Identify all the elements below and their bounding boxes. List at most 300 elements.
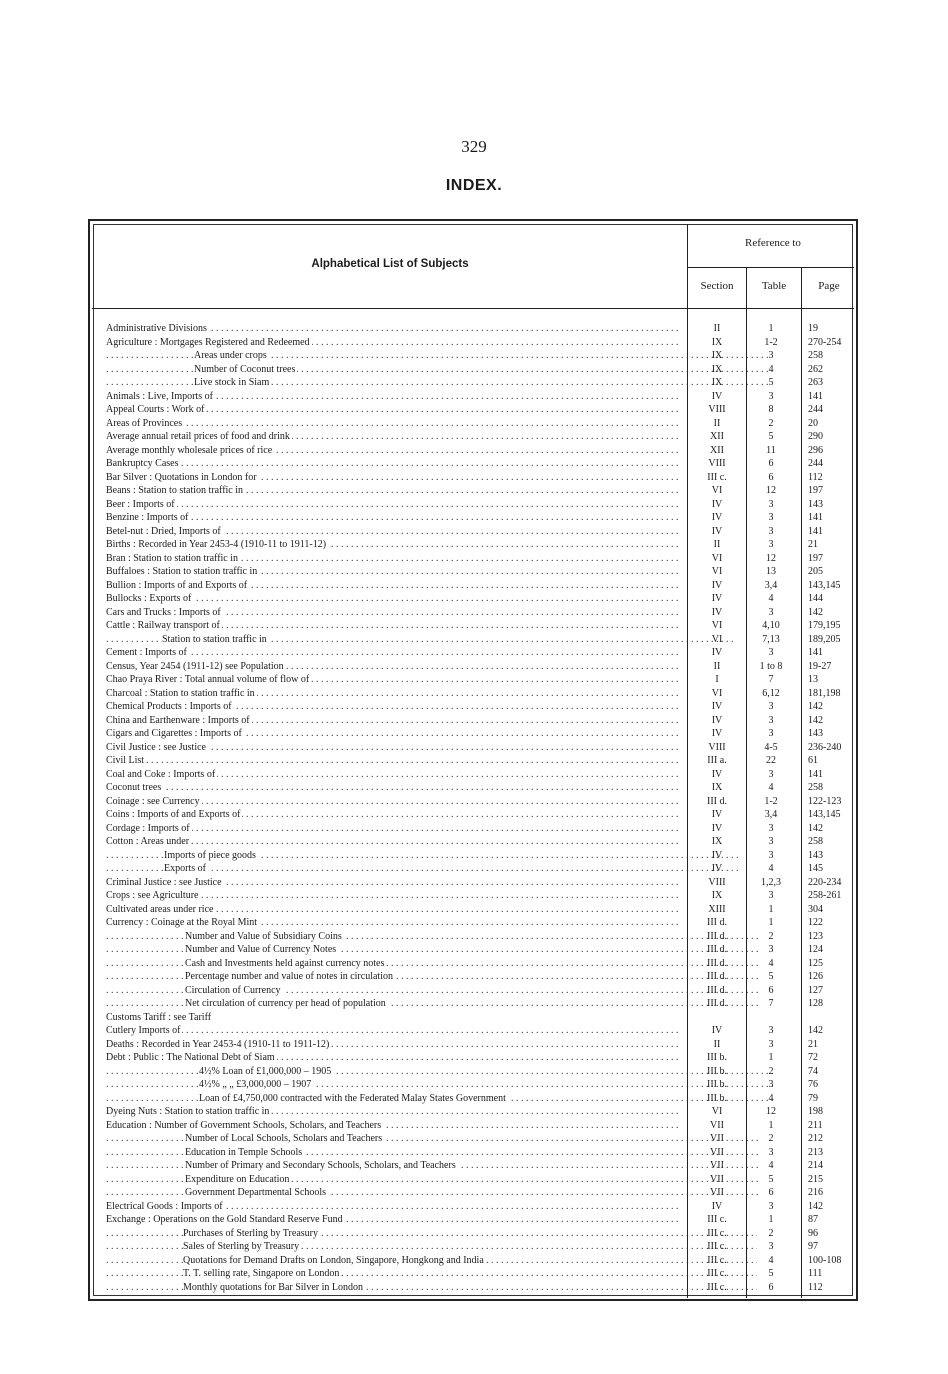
page-cell: 21 <box>808 1038 818 1050</box>
subject-cell <box>106 457 680 471</box>
section-cell: III d. <box>707 917 727 928</box>
subject-cell <box>106 1240 757 1254</box>
subject-text: Cotton : Areas under <box>106 836 190 847</box>
table-row <box>0 741 948 755</box>
section-cell: IV <box>711 768 723 780</box>
table-cell: 3 <box>768 1241 774 1252</box>
table-cell: 3 <box>768 606 774 618</box>
table-cell: 3 <box>768 890 774 901</box>
subject-cell <box>106 349 768 363</box>
page-cell: 13 <box>808 674 818 685</box>
subject-text: Buffaloes : Station to station traffic in <box>106 566 258 577</box>
page-cell: 141 <box>808 525 823 537</box>
table-row <box>0 997 948 1011</box>
subject-text: 4½% „ „ £3,000,000 – 1907 <box>199 1079 312 1090</box>
subject-text: Number and Value of Currency Notes <box>185 944 337 955</box>
table-row <box>0 1051 948 1065</box>
table-row <box>0 1024 948 1038</box>
subject-cell <box>106 552 680 566</box>
subject-cell <box>106 997 759 1011</box>
table-row <box>0 768 948 782</box>
subject-cell <box>106 403 680 417</box>
table-row <box>0 1132 948 1146</box>
table-row <box>0 363 948 377</box>
table-cell: 8 <box>768 404 774 415</box>
section-cell: II <box>713 660 721 672</box>
table-row <box>0 552 948 566</box>
table-cell: 3 <box>768 849 774 861</box>
subject-cell <box>106 633 736 647</box>
page-cell: 244 <box>808 404 823 415</box>
table-row <box>0 322 948 336</box>
page-cell: 212 <box>808 1133 823 1144</box>
table-cell: 4,10 <box>762 620 780 631</box>
table-cell: 1 <box>768 917 774 928</box>
table-row <box>0 1065 948 1079</box>
page-cell: 262 <box>808 363 823 375</box>
table-row <box>0 1213 948 1227</box>
subject-text: Civil List <box>106 755 145 766</box>
page-cell: 74 <box>808 1065 818 1077</box>
table-cell: 6 <box>768 471 774 483</box>
page-cell: 215 <box>808 1173 823 1185</box>
table-row <box>0 1146 948 1160</box>
table-row <box>0 1227 948 1241</box>
subject-cell <box>106 592 680 606</box>
table-cell: 5 <box>768 971 774 982</box>
table-row <box>0 646 948 660</box>
subject-text: Monthly quotations for Bar Silver in London <box>183 1281 363 1293</box>
section-cell: IV <box>711 1200 723 1212</box>
page-cell: 143 <box>808 728 823 739</box>
table-cell: 3 <box>768 1079 774 1090</box>
subject-cell <box>106 916 680 930</box>
page-number: 329 <box>461 137 487 156</box>
subject-text: Bankruptcy Cases <box>106 458 179 469</box>
section-cell: VII <box>710 1173 724 1185</box>
subject-text: Coins : Imports of and Exports of <box>106 809 241 820</box>
table-cell: 3 <box>768 647 774 658</box>
table-cell: 6,12 <box>762 687 780 699</box>
section-cell: IV <box>711 849 723 861</box>
page-cell: 197 <box>808 485 823 496</box>
table-cell: 3 <box>768 539 774 550</box>
subject-text: Imports of piece goods <box>164 849 256 861</box>
subject-text: Chao Praya River : Total annual volume of flow of <box>106 674 310 685</box>
subject-text: Areas of Provinces <box>106 417 183 429</box>
section-cell: VI <box>711 687 723 699</box>
page-cell: 142 <box>808 822 823 834</box>
subject-cell <box>106 876 680 890</box>
subject-text: Bran : Station to station traffic in <box>106 552 239 564</box>
subject-text: Census, Year 2454 (1911-12) see Population <box>106 660 284 672</box>
page-cell: 19-27 <box>808 660 832 672</box>
section-cell: II <box>713 417 721 429</box>
page-cell: 124 <box>808 944 823 955</box>
page-cell: 142 <box>808 701 823 712</box>
section-cell: I <box>715 674 719 685</box>
page-cell: 258 <box>808 350 823 361</box>
page-cell: 79 <box>808 1092 818 1104</box>
subject-text: Quotations for Demand Drafts on London, Singapore, Hongkong and India <box>183 1254 484 1266</box>
table-row <box>0 984 948 998</box>
page-cell: 96 <box>808 1227 818 1239</box>
page-cell: 143,145 <box>808 579 841 591</box>
table-cell: 5 <box>768 431 774 442</box>
table-row <box>0 403 948 417</box>
table-row <box>0 417 948 431</box>
table-cell: 6 <box>768 458 774 469</box>
subject-text: Crops : see Agriculture <box>106 890 199 901</box>
table-cell: 3 <box>768 525 774 537</box>
table-row <box>0 687 948 701</box>
table-row <box>0 714 948 728</box>
subject-text: Betel-nut : Dried, Imports of <box>106 525 221 537</box>
section-cell: VII <box>710 1187 724 1198</box>
section-cell: III a. <box>707 755 727 766</box>
section-cell: IV <box>711 809 723 820</box>
section-column-header: Section <box>700 280 734 292</box>
subject-text: Government Departmental Schools <box>185 1187 327 1198</box>
table-cell: 1 <box>768 1119 774 1131</box>
section-cell: III b. <box>707 1065 727 1077</box>
subject-text: Cash and Investments held against currency notes <box>185 957 385 969</box>
table-row <box>0 700 948 714</box>
table-row <box>0 1159 948 1173</box>
page-cell: 244 <box>808 458 823 469</box>
subject-cell <box>106 727 680 741</box>
subject-cell <box>106 849 738 863</box>
subject-text: Average annual retail prices of food and drink <box>106 431 290 442</box>
subject-text: Exchange : Operations on the Gold Standard Reserve Fund <box>106 1214 343 1225</box>
table-cell: 1 <box>768 1214 774 1225</box>
subject-cell <box>106 1078 773 1092</box>
subject-cell <box>106 957 759 971</box>
subject-cell <box>106 322 680 336</box>
table-row <box>0 538 948 552</box>
subject-text: Chemical Products : Imports of <box>106 701 232 712</box>
subject-cell <box>106 1159 759 1173</box>
table-cell: 4 <box>768 863 774 874</box>
subject-cell <box>106 835 680 849</box>
table-cell: 5 <box>768 1173 774 1185</box>
page-cell: 304 <box>808 903 823 915</box>
subject-text: Circulation of Currency <box>185 984 281 996</box>
page-cell: 112 <box>808 1281 823 1293</box>
subject-cell <box>106 862 738 876</box>
subject-text: Areas under crops <box>194 350 267 361</box>
section-cell: VIII <box>708 741 726 753</box>
subject-text: Cigars and Cigarettes : Imports of <box>106 728 242 739</box>
section-cell: IX <box>711 782 723 793</box>
table-cell: 7 <box>768 674 774 685</box>
table-row <box>0 349 948 363</box>
page-cell: 213 <box>808 1146 823 1158</box>
table-cell: 2 <box>768 930 774 942</box>
page-cell: 111 <box>808 1268 823 1279</box>
table-cell: 4 <box>768 1254 774 1266</box>
table-cell: 6 <box>768 984 774 996</box>
section-cell: III b. <box>707 1092 727 1104</box>
page-cell: 122-123 <box>808 795 842 807</box>
page-cell: 87 <box>808 1214 818 1225</box>
subject-text: Cultivated areas under rice <box>106 903 214 915</box>
table-cell: 3 <box>768 512 774 523</box>
table-cell: 3 <box>768 944 774 955</box>
section-cell: VII <box>710 1119 724 1131</box>
table-row <box>0 970 948 984</box>
subject-text: Debt : Public : The National Debt of Siam <box>106 1052 275 1063</box>
table-row <box>0 754 948 768</box>
table-cell: 3 <box>768 714 774 726</box>
subject-text: Percentage number and value of notes in circulation <box>185 971 393 982</box>
subject-cell <box>106 1146 759 1160</box>
subject-text: Exports of <box>164 863 206 874</box>
page-cell: 236-240 <box>808 741 842 753</box>
section-cell: IX <box>711 363 723 375</box>
section-cell: IV <box>711 728 723 739</box>
table-cell: 1-2 <box>764 336 778 348</box>
table-row <box>0 511 948 525</box>
section-cell: III d. <box>707 971 727 982</box>
table-row <box>0 1119 948 1133</box>
subject-cell <box>106 619 680 633</box>
section-cell: III d. <box>707 984 727 996</box>
section-cell: IX <box>711 836 723 847</box>
subject-cell <box>106 525 680 539</box>
subject-text: Dyeing Nuts : Station to station traffic in <box>106 1106 270 1117</box>
table-cell: 1-2 <box>764 795 778 807</box>
table-row <box>0 822 948 836</box>
table-row <box>0 795 948 809</box>
section-cell: VIII <box>708 404 726 415</box>
subject-cell <box>106 1254 757 1268</box>
subject-cell <box>106 646 680 660</box>
page-cell: 216 <box>808 1187 823 1198</box>
subject-text: Cattle : Railway transport of <box>106 620 220 631</box>
table-row <box>0 390 948 404</box>
subject-text: Benzine : Imports of <box>106 512 189 523</box>
subject-cell <box>106 390 680 404</box>
table-cell: 2 <box>768 1227 774 1239</box>
page-cell: 141 <box>808 647 823 658</box>
subject-cell <box>106 1213 680 1227</box>
page-cell: 21 <box>808 539 818 550</box>
table-cell: 7 <box>768 998 774 1009</box>
page-cell: 19 <box>808 323 818 334</box>
subject-cell <box>106 1024 680 1038</box>
subject-text: Number of Primary and Secondary Schools, Scholars, and Teachers <box>185 1160 456 1171</box>
subject-text: Number of Coconut trees <box>194 363 296 375</box>
section-cell: IV <box>711 512 723 523</box>
subject-cell <box>106 606 680 620</box>
table-row <box>0 903 948 917</box>
section-cell: IV <box>711 525 723 537</box>
page-cell: 141 <box>808 390 823 402</box>
table-row <box>0 1267 948 1281</box>
subject-cell <box>106 741 680 755</box>
table-row <box>0 1105 948 1119</box>
page-cell: 143 <box>808 849 823 861</box>
subject-cell <box>106 673 680 687</box>
subject-text: T. T. selling rate, Singapore on London <box>183 1268 340 1279</box>
subject-text: China and Earthenware : Imports of <box>106 714 250 726</box>
table-row <box>0 1092 948 1106</box>
subject-text: Purchases of Sterling by Treasury <box>183 1227 318 1239</box>
table-row <box>0 457 948 471</box>
subject-cell <box>106 714 680 728</box>
table-cell: 3 <box>768 768 774 780</box>
subject-cell <box>106 889 680 903</box>
page-cell: 220-234 <box>808 876 842 888</box>
table-cell: 3 <box>768 701 774 712</box>
page-cell: 145 <box>808 863 823 874</box>
subject-text: Bar Silver : Quotations in London for <box>106 471 257 483</box>
table-row <box>0 727 948 741</box>
page-cell: 122 <box>808 917 823 928</box>
page-cell: 211 <box>808 1119 823 1131</box>
subject-text: Agriculture : Mortgages Registered and Redeemed <box>106 336 310 348</box>
table-row <box>0 849 948 863</box>
table-row <box>0 444 948 458</box>
subject-text: Station to station traffic in <box>162 633 267 645</box>
page-cell: 125 <box>808 957 823 969</box>
subject-cell <box>106 1186 759 1200</box>
section-cell: IV <box>711 593 723 604</box>
table-row <box>0 1038 948 1052</box>
subject-text: Cordage : Imports of <box>106 822 190 834</box>
page-cell: 198 <box>808 1106 823 1117</box>
table-cell: 3 <box>768 1038 774 1050</box>
section-cell: III c. <box>707 1214 727 1225</box>
subject-text: Civil Justice : see Justice <box>106 741 206 753</box>
subject-cell <box>106 1105 680 1119</box>
table-cell: 4 <box>768 957 774 969</box>
table-row <box>0 957 948 971</box>
subject-text: Deaths : Recorded in Year 2453-4 (1910-11 to 1911-12) <box>106 1038 330 1050</box>
page-cell: 61 <box>808 755 818 766</box>
table-row <box>0 498 948 512</box>
subject-text: Beans : Station to station traffic in <box>106 485 244 496</box>
table-row <box>0 1200 948 1214</box>
table-row <box>0 781 948 795</box>
section-cell: VI <box>711 1106 723 1117</box>
subject-text: Administrative Divisions <box>106 323 207 334</box>
section-cell: III d. <box>707 795 727 807</box>
section-cell: IV <box>711 579 723 591</box>
table-row <box>0 1173 948 1187</box>
table-cell: 4 <box>768 1092 774 1104</box>
section-cell: IV <box>711 647 723 658</box>
page-column-header: Page <box>818 280 840 292</box>
subject-text: Cutlery Imports of <box>106 1025 181 1036</box>
section-cell: III d. <box>707 998 727 1009</box>
section-cell: IV <box>711 1025 723 1036</box>
table-cell: 11 <box>766 444 776 456</box>
section-cell: III c. <box>707 1281 727 1293</box>
section-cell: IV <box>711 701 723 712</box>
table-cell: 3 <box>768 728 774 739</box>
section-cell: III b. <box>707 1052 727 1063</box>
table-cell: 3,4 <box>764 809 778 820</box>
table-cell: 3 <box>768 836 774 847</box>
table-row <box>0 633 948 647</box>
table-cell: 2 <box>768 417 774 429</box>
table-cell: 12 <box>766 1106 776 1117</box>
subject-text: Customs Tariff : see Tariff <box>106 1011 212 1023</box>
table-row <box>0 862 948 876</box>
table-row <box>0 916 948 930</box>
section-cell: VII <box>710 1160 724 1171</box>
page-cell: 144 <box>808 593 823 604</box>
table-cell: 3 <box>768 350 774 361</box>
page-cell: 189,205 <box>808 633 841 645</box>
subject-text: Net circulation of currency per head of population <box>185 998 386 1009</box>
subject-text: Sales of Sterling by Treasury <box>183 1241 300 1252</box>
page-cell: 197 <box>808 552 823 564</box>
subject-text: 4½% Loan of £1,000,000 – 1905 <box>199 1065 332 1077</box>
page-cell: 263 <box>808 377 823 388</box>
table-row <box>0 1240 948 1254</box>
subject-text: Cement : Imports of <box>106 647 187 658</box>
table-cell: 3 <box>768 1025 774 1036</box>
subject-cell <box>106 1173 759 1187</box>
subject-cell <box>106 579 680 593</box>
subject-cell <box>106 484 680 498</box>
table-row <box>0 579 948 593</box>
subject-text: Beer : Imports of <box>106 498 175 510</box>
table-cell: 4 <box>768 593 774 604</box>
subject-cell <box>106 984 759 998</box>
subject-cell <box>106 1132 759 1146</box>
section-cell: VI <box>711 485 723 496</box>
table-row <box>0 1254 948 1268</box>
table-cell: 1,2,3 <box>761 876 781 888</box>
table-cell: 1 <box>768 323 774 334</box>
table-cell: 1 <box>768 903 774 915</box>
subject-cell <box>106 1065 773 1079</box>
table-row <box>0 943 948 957</box>
subject-cell <box>106 930 759 944</box>
section-cell: III c. <box>707 1268 727 1279</box>
page-cell: 141 <box>808 512 823 523</box>
section-cell: XIII <box>708 903 726 915</box>
table-row <box>0 471 948 485</box>
subject-text: Education : Number of Government Schools, Scholars, and Teachers <box>106 1119 382 1131</box>
subject-text: Cars and Trucks : Imports of <box>106 606 221 618</box>
page-cell: 205 <box>808 566 823 577</box>
section-cell: III b. <box>707 1079 727 1090</box>
subject-text: Loan of £4,750,000 contracted with the Federated Malay States Government <box>199 1092 506 1104</box>
subject-cell <box>106 363 768 377</box>
section-cell: IV <box>711 498 723 510</box>
subject-cell <box>106 1267 757 1281</box>
subject-cell <box>106 1092 773 1106</box>
section-cell: II <box>713 539 721 550</box>
subject-cell <box>106 417 680 431</box>
subject-cell <box>106 1011 680 1025</box>
table-cell: 12 <box>766 485 776 496</box>
page-cell: 258 <box>808 782 823 793</box>
subject-text: Bullion : Imports of and Exports of <box>106 579 248 591</box>
subject-cell <box>106 1281 757 1295</box>
page-cell: 126 <box>808 971 823 982</box>
section-cell: VI <box>711 566 723 577</box>
subjects-column-header: Alphabetical List of Subjects <box>311 258 469 270</box>
section-cell: XII <box>710 431 724 442</box>
table-cell: 12 <box>766 552 776 564</box>
page-cell: 143,145 <box>808 809 841 820</box>
